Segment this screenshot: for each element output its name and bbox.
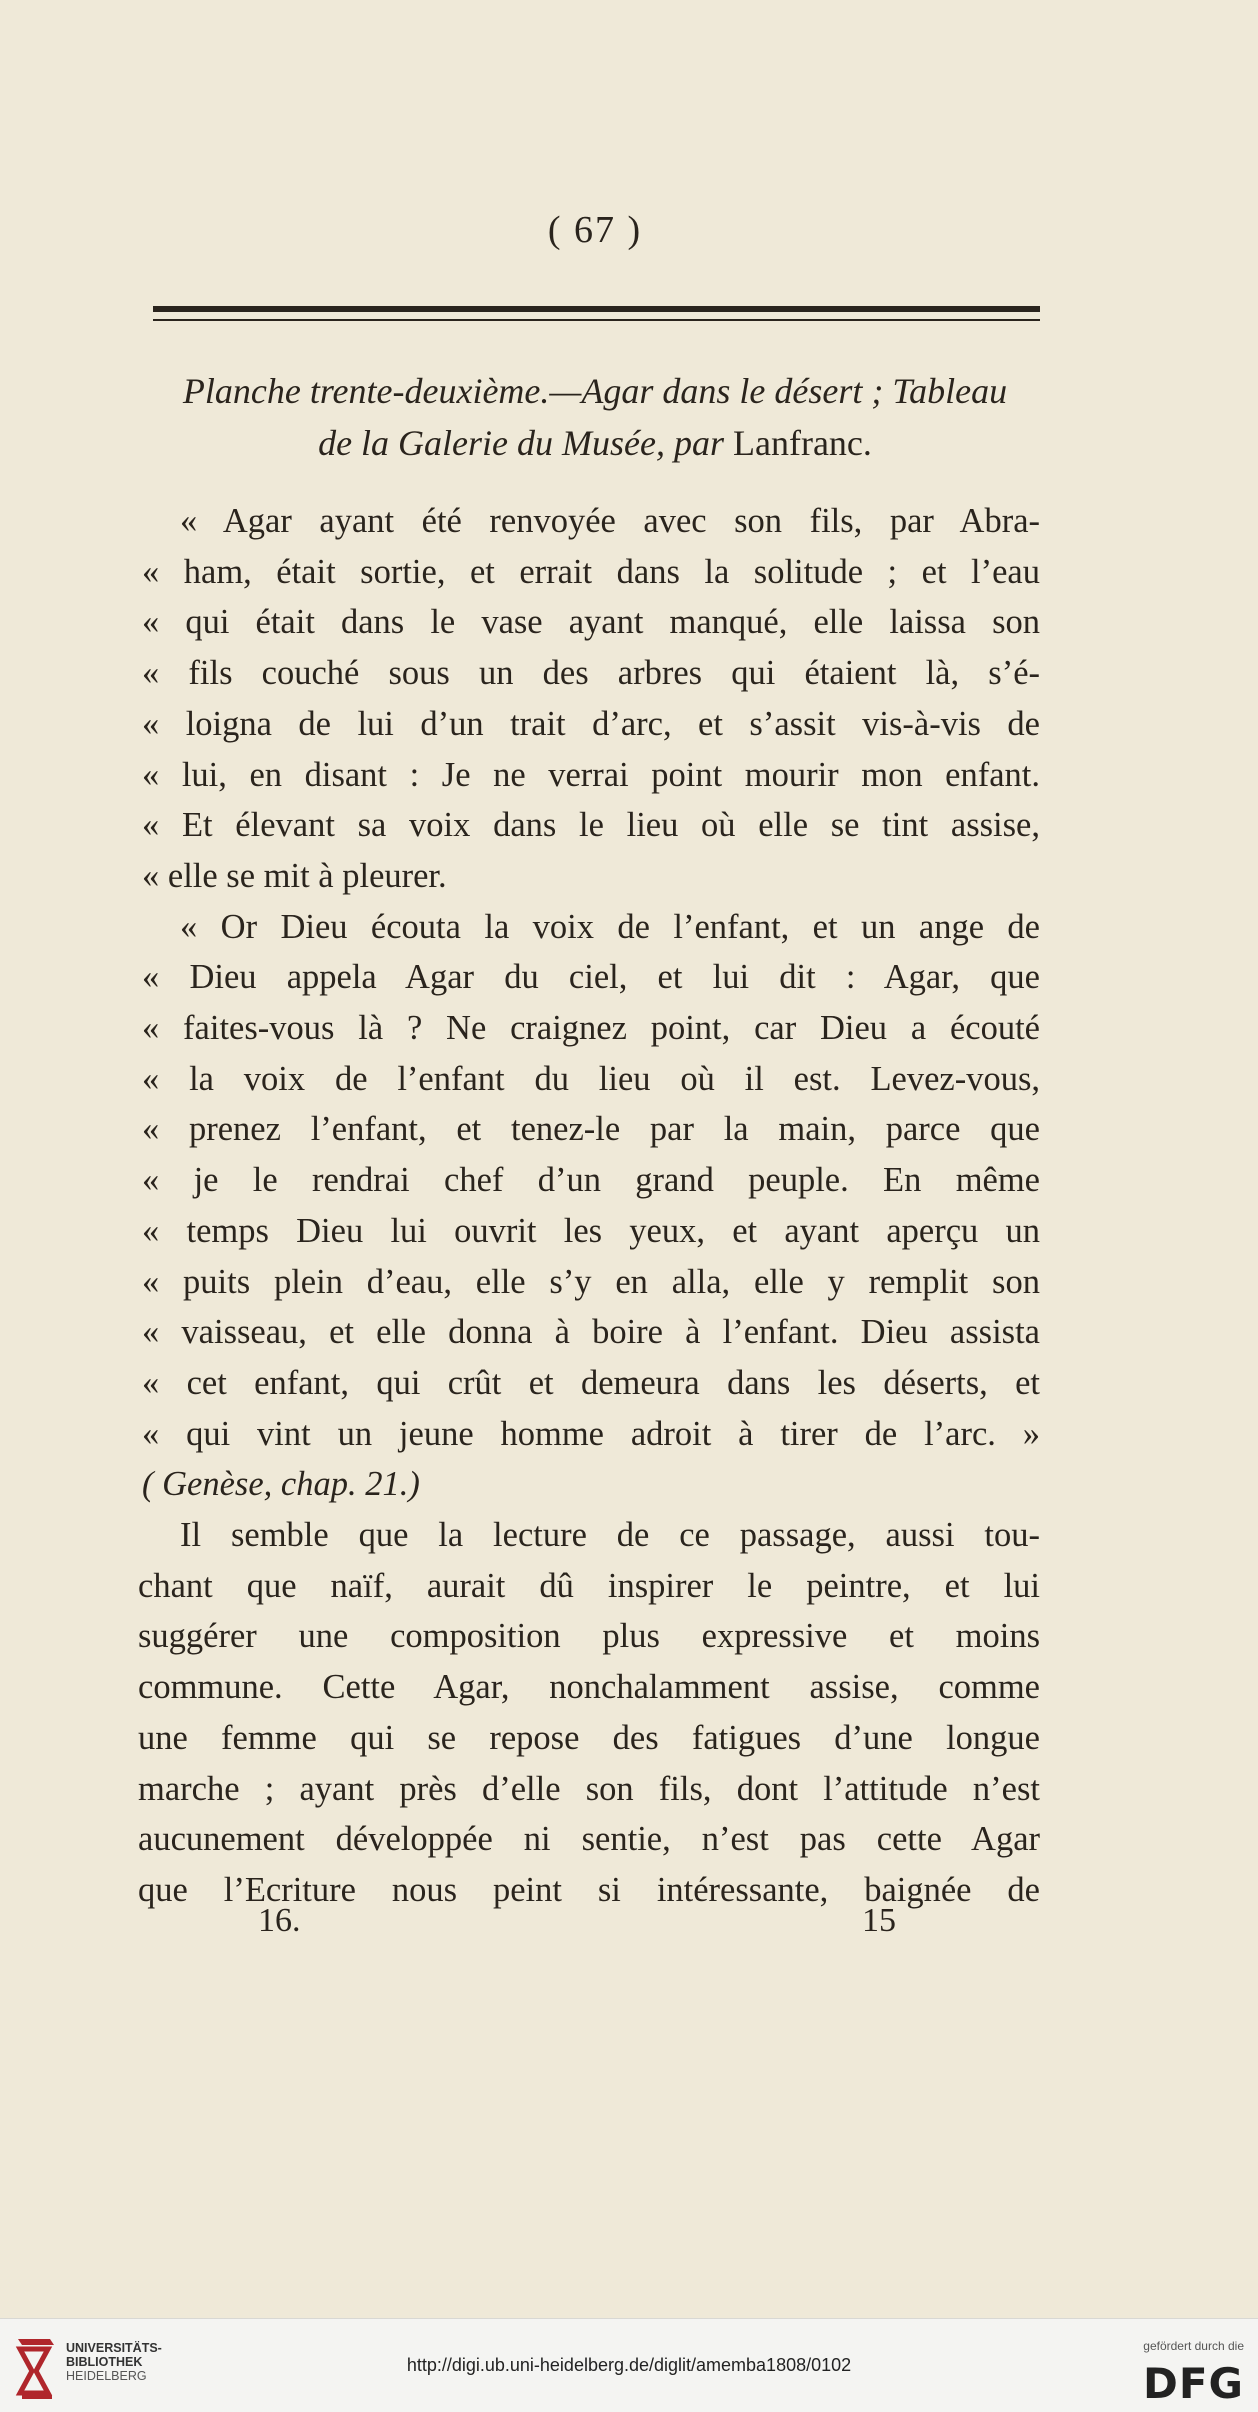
text-line: « loigna de lui d’un trait d’arc, et s’assit vis-à-vis de bbox=[142, 704, 1040, 743]
text-line: « Et élevant sa voix dans le lieu où elle se tint assise, bbox=[142, 806, 1040, 845]
text-line: « qui était dans le vase ayant manqué, elle laissa son bbox=[142, 603, 1040, 642]
text-line: « elle se mit à pleurer. bbox=[142, 856, 447, 895]
text-line: commune. Cette Agar, nonchalamment assise, comme bbox=[138, 1668, 1040, 1707]
funding-credit: gefördert durch die bbox=[1143, 2339, 1244, 2353]
text-line: « puits plein d’eau, elle s’y en alla, elle y remplit son bbox=[142, 1262, 1040, 1301]
signature-right: 15 bbox=[862, 1902, 896, 1939]
text-line: « Or Dieu écouta la voix de l’enfant, et un ange de bbox=[180, 907, 1040, 946]
heading-line-2 bbox=[130, 417, 1060, 469]
text-line: « je le rendrai chef d’un grand peuple. En même bbox=[142, 1161, 1040, 1200]
text-line: « Dieu appela Agar du ciel, et lui dit : Agar, que bbox=[142, 958, 1040, 997]
citation-line: ( Genèse, chap. 21.) bbox=[142, 1465, 420, 1504]
text-line: aucunement développée ni sentie, n’est pas cette Agar bbox=[138, 1820, 1040, 1859]
permalink-url[interactable]: http://digi.ub.uni-heidelberg.de/diglit/amemba1808/0102 bbox=[406, 2355, 852, 2375]
heading-line-1: Planche trente-deuxième.—Agar dans le désert ; Tableau bbox=[182, 371, 1008, 411]
text-line: « vaisseau, et elle donna à boire à l’enfant. Dieu assista bbox=[142, 1313, 1040, 1352]
heading-painter-name: Lanfranc. bbox=[724, 423, 872, 463]
text-line: « faites-vous là ? Ne craignez point, car Dieu a écouté bbox=[142, 1009, 1040, 1048]
library-name-line-2: BIBLIOTHEK bbox=[66, 2355, 143, 2369]
text-line: « qui vint un jeune homme adroit à tirer de l’arc. » bbox=[142, 1414, 1040, 1453]
text-line: une femme qui se repose des fatigues d’une longue bbox=[138, 1718, 1040, 1757]
header-rule-thin bbox=[153, 319, 1040, 321]
text-line: que l’Ecriture nous peint si intéressante, baignée de bbox=[138, 1870, 1040, 1909]
text-line: « la voix de l’enfant du lieu où il est. Levez-vous, bbox=[142, 1059, 1040, 1098]
heading-line-2-italic: de la Galerie du Musée, par bbox=[318, 423, 724, 463]
text-line: « cet enfant, qui crût et demeura dans les déserts, et bbox=[142, 1363, 1040, 1402]
text-line: « ham, était sortie, et errait dans la solitude ; et l’eau bbox=[142, 552, 1040, 591]
dfg-logo[interactable]: DFG bbox=[1142, 2359, 1244, 2408]
viewer-footer bbox=[0, 2318, 1258, 2412]
page-number: ( 67 ) bbox=[547, 209, 643, 251]
signature-left: 16. bbox=[258, 1902, 301, 1939]
library-name-line-3: HEIDELBERG bbox=[66, 2369, 147, 2383]
plate-heading bbox=[130, 365, 1060, 469]
text-line: « Agar ayant été renvoyée avec son fils, par Abra- bbox=[180, 502, 1040, 540]
printer-signature bbox=[0, 1902, 1258, 1952]
text-line: suggérer une composition plus expressive et moins bbox=[138, 1617, 1040, 1656]
text-line: « prenez l’enfant, et tenez-le par la main, parce que bbox=[142, 1110, 1040, 1149]
text-line: chant que naïf, aurait dû inspirer le peintre, et lui bbox=[138, 1566, 1040, 1605]
header-rule-thick bbox=[153, 306, 1040, 312]
text-line: « temps Dieu lui ouvrit les yeux, et ayant aperçu un bbox=[142, 1211, 1040, 1250]
text-line: « fils couché sous un des arbres qui étaient là, s’é- bbox=[142, 654, 1040, 693]
library-name-line-1: UNIVERSITÄTS- bbox=[66, 2341, 162, 2355]
text-line: marche ; ayant près d’elle son fils, dont l’attitude n’est bbox=[138, 1769, 1040, 1808]
text-line: Il semble que la lecture de ce passage, aussi tou- bbox=[180, 1516, 1040, 1555]
body-text bbox=[138, 496, 1040, 1916]
text-line: « lui, en disant : Je ne verrai point mourir mon enfant. bbox=[142, 755, 1040, 794]
